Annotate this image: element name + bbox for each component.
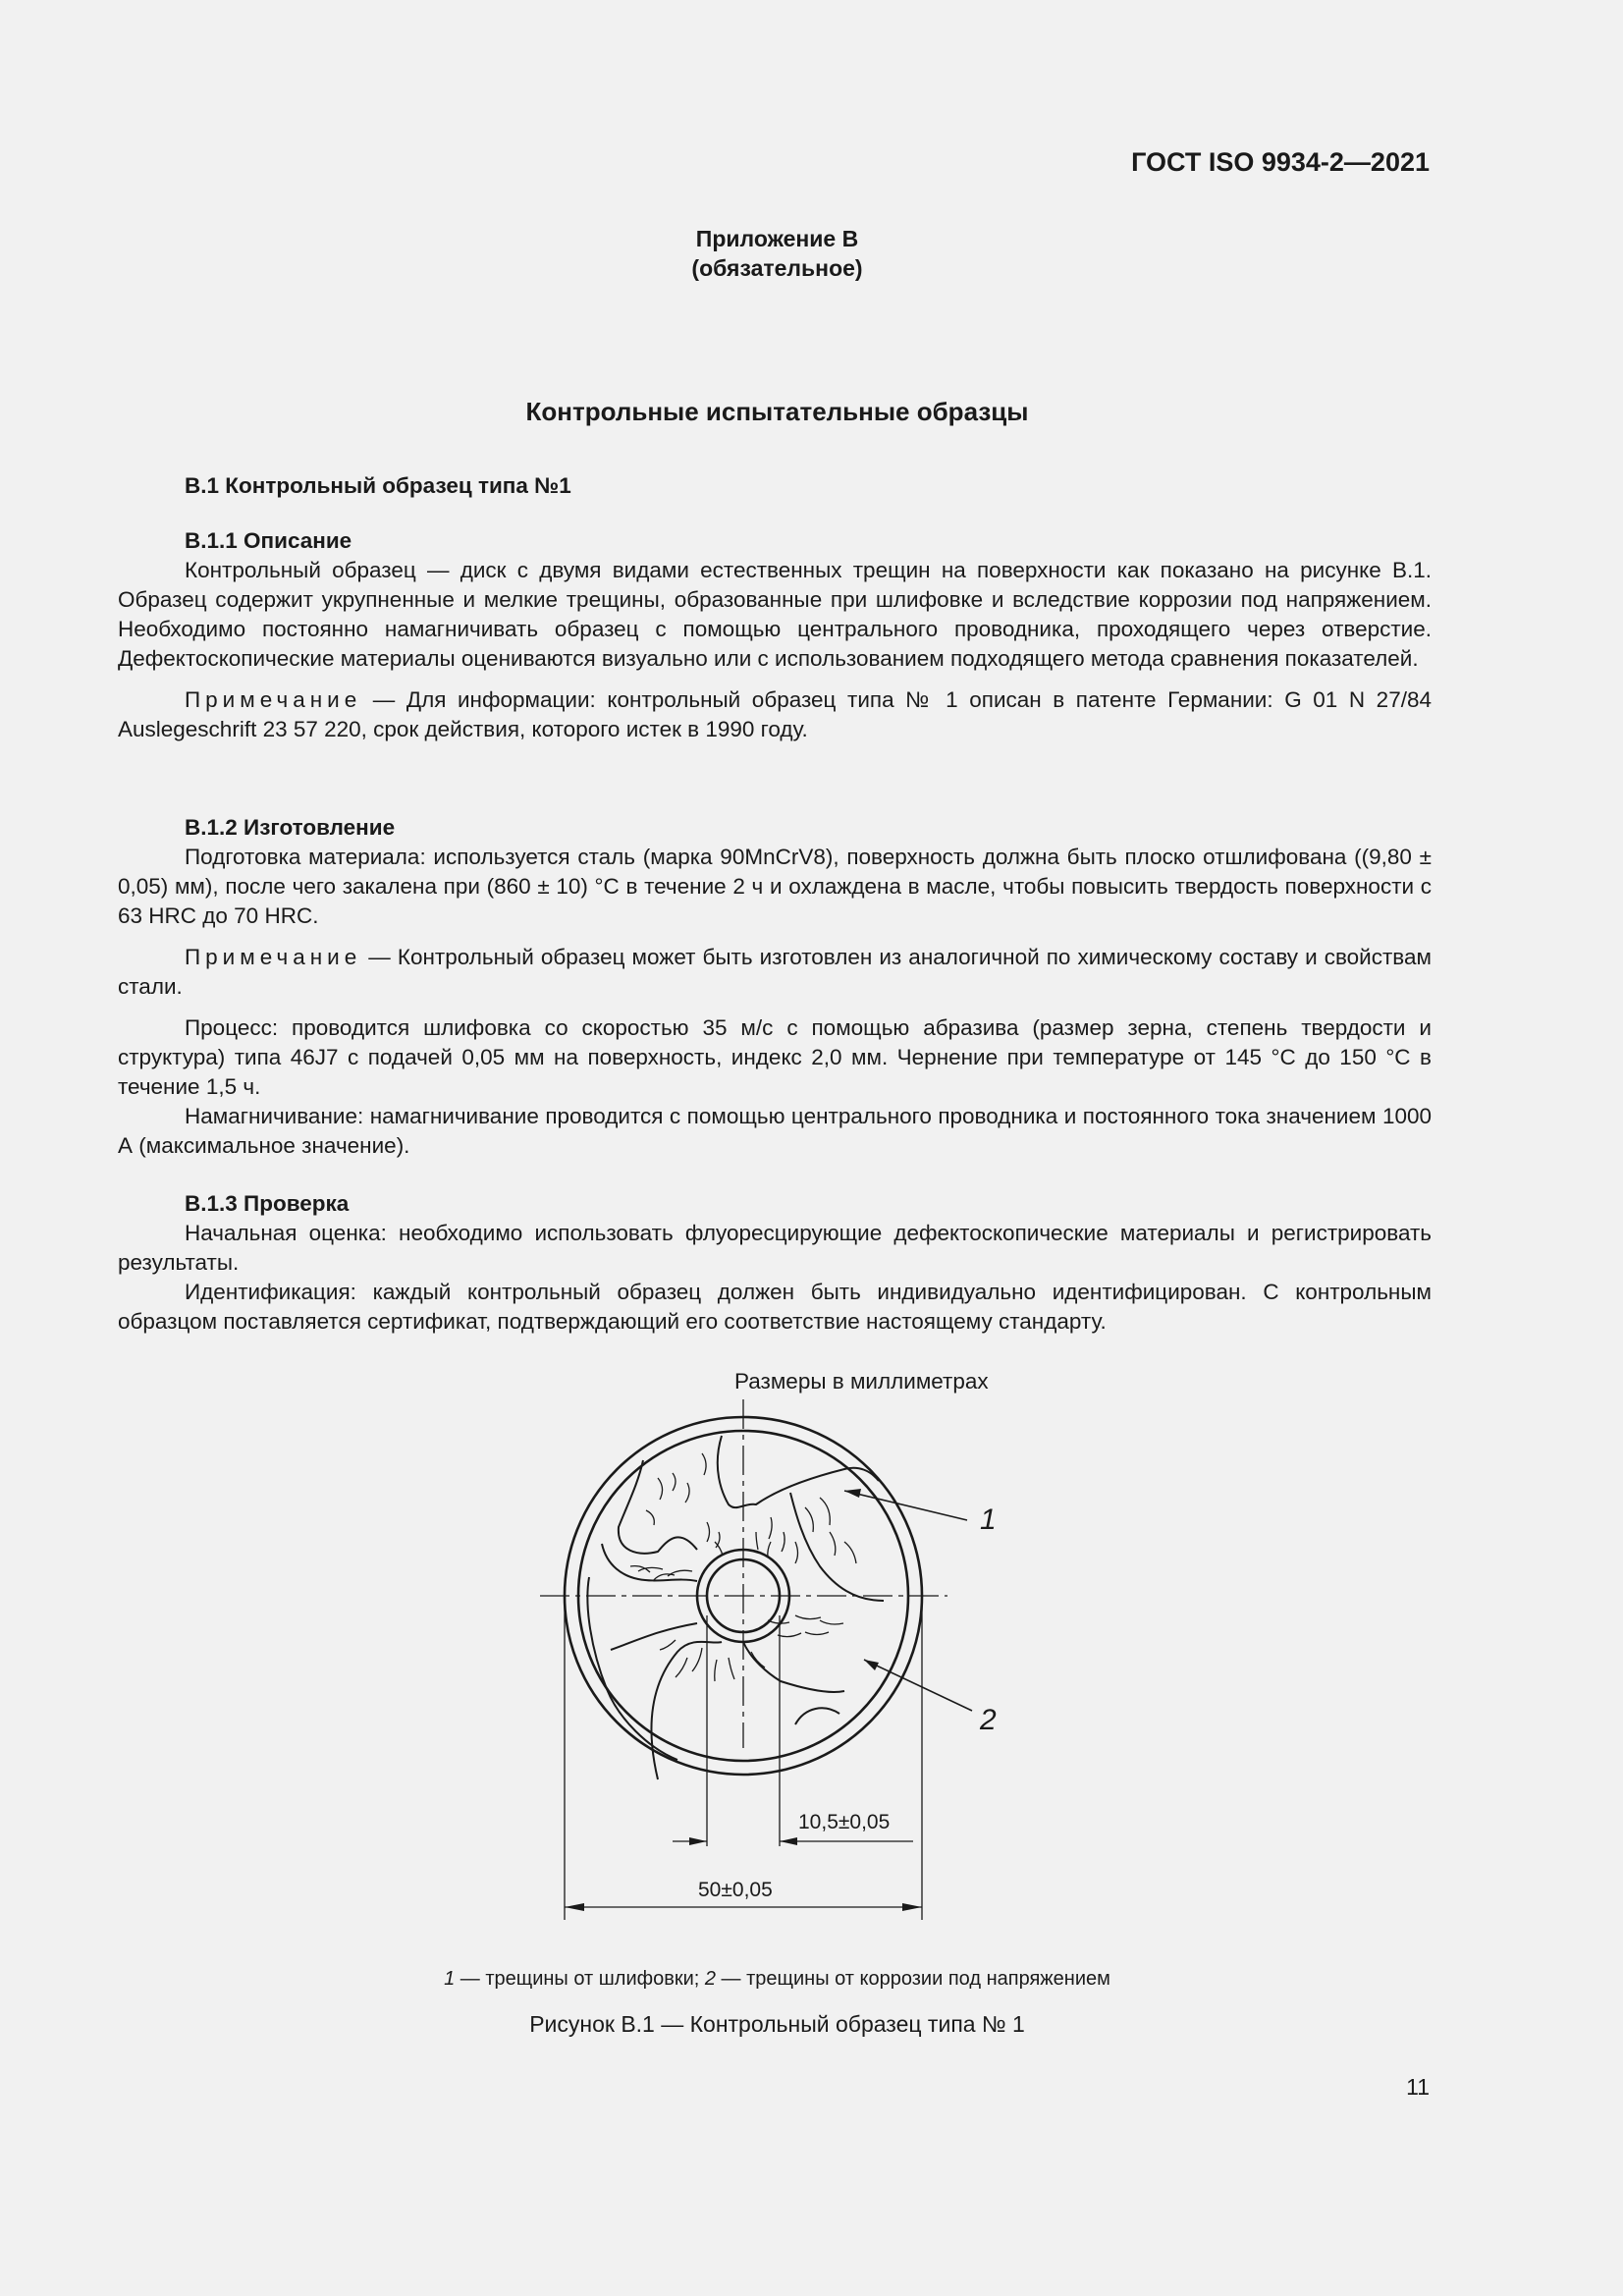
page-title: Контрольные испытательные образцы — [525, 397, 1029, 426]
figure-caption: Рисунок В.1 — Контрольный образец типа № 1 — [529, 2011, 1025, 2037]
figure-legend — [0, 1968, 1554, 1991]
dimension-outer-label: 50±0,05 — [698, 1879, 773, 1901]
note-1 — [118, 685, 1432, 744]
test-piece-figure — [511, 1394, 1021, 1944]
callout-1: 1 — [980, 1503, 997, 1536]
section-b1-1 — [118, 526, 1432, 744]
legend-1-number: 1 — [444, 1968, 456, 1990]
heading-b1-3: В.1.3 Проверка — [185, 1191, 350, 1216]
center-lines — [540, 1399, 947, 1748]
callout-2: 2 — [980, 1704, 997, 1736]
identification-paragraph — [118, 1278, 1432, 1337]
legend-1-text: — трещины от шлифовки; — [455, 1968, 705, 1990]
page-number: 11 — [1406, 2074, 1430, 2100]
identification-label: Идентификация: — [185, 1280, 356, 1304]
section-b1-2 — [118, 813, 1432, 1161]
section-b1-3 — [118, 1189, 1432, 1337]
material-paragraph: Подготовка материала: используется сталь (марка 90MnCrV8), поверхность должна быть плоско отшлифована ((9,80 ± 0,05) мм), после чего закалена при (860 ± 10) °С в течение 2 ч и охлаждена в масле, чтобы повысить твердость поверхности с 63 HRC до 70 HRC. — [118, 845, 1432, 928]
dimension-inner-label: 10,5±0,05 — [798, 1811, 891, 1833]
legend-2-text: — трещины от коррозии под напряжением — [716, 1968, 1110, 1990]
annex-status: (обязательное) — [691, 255, 863, 281]
figure-units-note: Размеры в миллиметрах — [734, 1369, 989, 1394]
legend-2-number: 2 — [704, 1968, 716, 1990]
magnetization-paragraph: Намагничивание: намагничивание проводится с помощью центрального проводника и постоянного тока значением 1000 А (максимальное значение). — [118, 1104, 1432, 1158]
note-2-text: — Контрольный образец может быть изготовлен из аналогичной по химическому составу и свойствам стали. — [118, 945, 1432, 999]
crack-zones — [587, 1436, 884, 1779]
note-1-text: — Для информации: контрольный образец типа № 1 описан в патенте Германии: G 01 N 27/84 Auslegeschrift 23 57 220, срок действия, которого истек в 1990 году. — [118, 687, 1432, 741]
heading-b1-1: В.1.1 Описание — [185, 528, 352, 553]
description-paragraph: Контрольный образец — диск с двумя видами естественных трещин на поверхности как показано на рисунке В.1. Образец содержит укрупненные и мелкие трещины, образованные при шлифовке и вследствие коррозии под напряжением. Необходимо постоянно намагничивать образец с помощью центрального проводника, проходящего через отверстие. Дефектоскопические материалы оцениваются визуально или с использованием подходящего метода сравнения показателей. — [118, 558, 1432, 671]
initial-assessment-paragraph: Начальная оценка: необходимо использовать флуоресцирующие дефектоскопические материалы и регистрировать результаты. — [118, 1221, 1432, 1275]
heading-b1-2: В.1.2 Изготовление — [185, 815, 396, 840]
process-paragraph: Процесс: проводится шлифовка со скоростью 35 м/с с помощью абразива (размер зерна, степень твердости и структура) типа 46J7 с подачей 0,05 мм на поверхность, индекс 2,0 мм. Чернение при температуре от 145 °С до 150 °С в течение 1,5 ч. — [118, 1015, 1432, 1099]
note-2-label: Примечание — [185, 945, 362, 969]
identification-text: каждый контрольный образец должен быть индивидуально идентифицирован. С контрольным образцом поставляется сертификат, подтверждающий его соответствие настоящему стандарту. — [118, 1280, 1432, 1334]
annex-title: Приложение В — [695, 226, 859, 251]
note-2 — [118, 943, 1432, 1002]
heading-b1: В.1 Контрольный образец типа №1 — [185, 473, 571, 498]
standard-id: ГОСТ ISO 9934-2—2021 — [1131, 147, 1430, 177]
section-b1 — [118, 471, 1432, 501]
note-1-label: Примечание — [185, 687, 362, 712]
leader-arrows — [844, 1489, 879, 1670]
